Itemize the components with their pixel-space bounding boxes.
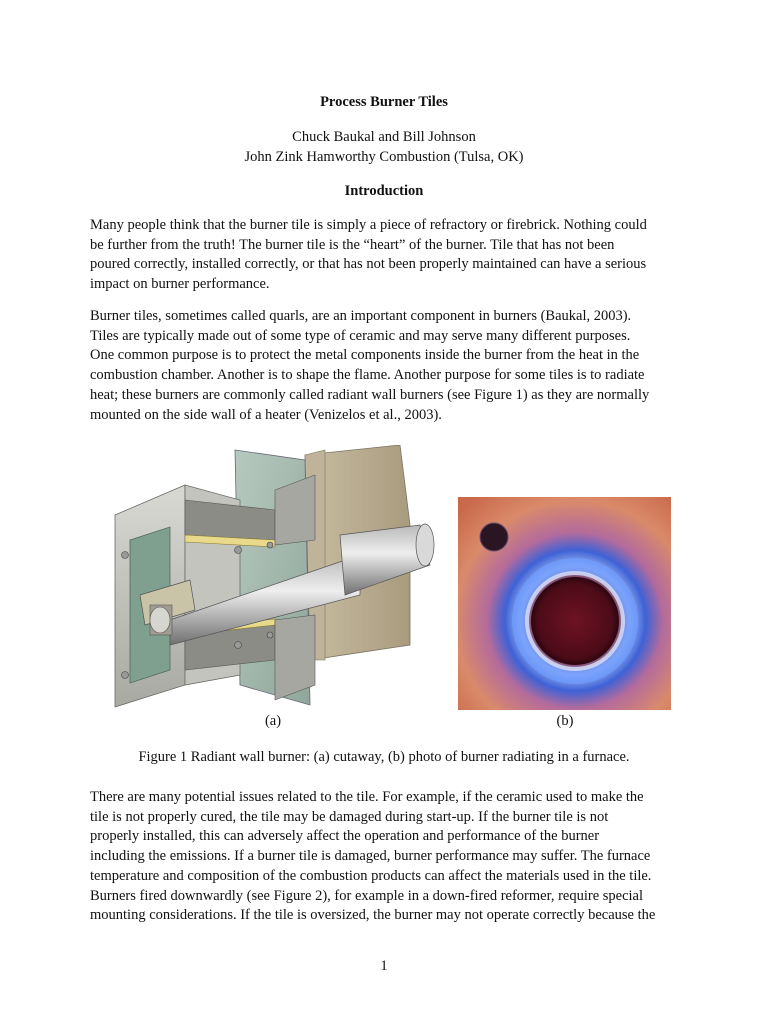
paragraph-line: heat; these burners are commonly called radiant wall burners (see Figure 1) as they are normally <box>90 386 650 403</box>
paragraph-line: mounting considerations. If the tile is oversized, the burner may not operate correctly because the <box>90 907 656 924</box>
paragraph-1 <box>90 216 680 295</box>
paragraph-line: mounted on the side wall of a heater (Venizelos et al., 2003). <box>90 406 442 423</box>
paragraph-3 <box>90 788 680 926</box>
paragraph-line: There are many potential issues related to the tile. For example, if the ceramic used to make the <box>90 789 644 805</box>
page-number: 1 <box>380 958 388 974</box>
authors: Chuck Baukal and Bill Johnson <box>292 129 476 145</box>
figure-label-b: (b) <box>556 713 574 729</box>
figure-1b-furnace-photo <box>458 497 671 710</box>
paragraph-2 <box>90 307 680 425</box>
paragraph-line: combustion chamber. Another is to shape the flame. Another purpose for some tiles is to radiate <box>90 367 645 384</box>
paragraph-line: Tiles are typically made out of some type of ceramic and may serve many different purposes. <box>90 327 631 344</box>
figure-caption: Figure 1 Radiant wall burner: (a) cutaway, (b) photo of burner radiating in a furnace. <box>138 749 630 765</box>
paragraph-line: properly installed, this can adversely affect the operation and performance of the burner <box>90 828 600 845</box>
paragraph-line: Many people think that the burner tile is simply a piece of refractory or firebrick. Nothing could <box>90 217 647 233</box>
paragraph-line: be further from the truth! The burner tile is the “heart” of the burner. Tile that has not been <box>90 236 615 253</box>
paragraph-line: temperature and composition of the combustion products can affect the materials used in the tile. <box>90 867 652 884</box>
paragraph-line: Burner tiles, sometimes called quarls, are an important component in burners (Baukal, 2003). <box>90 308 632 324</box>
paragraph-line: including the emissions. If a burner tile is damaged, burner performance may suffer. The furnace <box>90 848 651 865</box>
paragraph-line: impact on burner performance. <box>90 276 270 293</box>
figure-1a-cutaway-image <box>110 445 440 710</box>
paragraph-line: Burners fired downwardly (see Figure 2), for example in a down-fired reformer, require special <box>90 887 644 904</box>
paragraph-line: poured correctly, installed correctly, or that has not been properly maintained can have a serious <box>90 256 647 273</box>
figure-label-a: (a) <box>264 713 282 729</box>
section-heading: Introduction <box>344 183 424 199</box>
affiliation: John Zink Hamworthy Combustion (Tulsa, OK) <box>244 149 524 165</box>
paragraph-line: One common purpose is to protect the metal components inside the burner from the heat in the <box>90 347 640 364</box>
paragraph-line: tile is not properly cured, the tile may be damaged during start-up. If the burner tile is not <box>90 808 609 825</box>
paper-title: Process Burner Tiles <box>320 94 448 110</box>
